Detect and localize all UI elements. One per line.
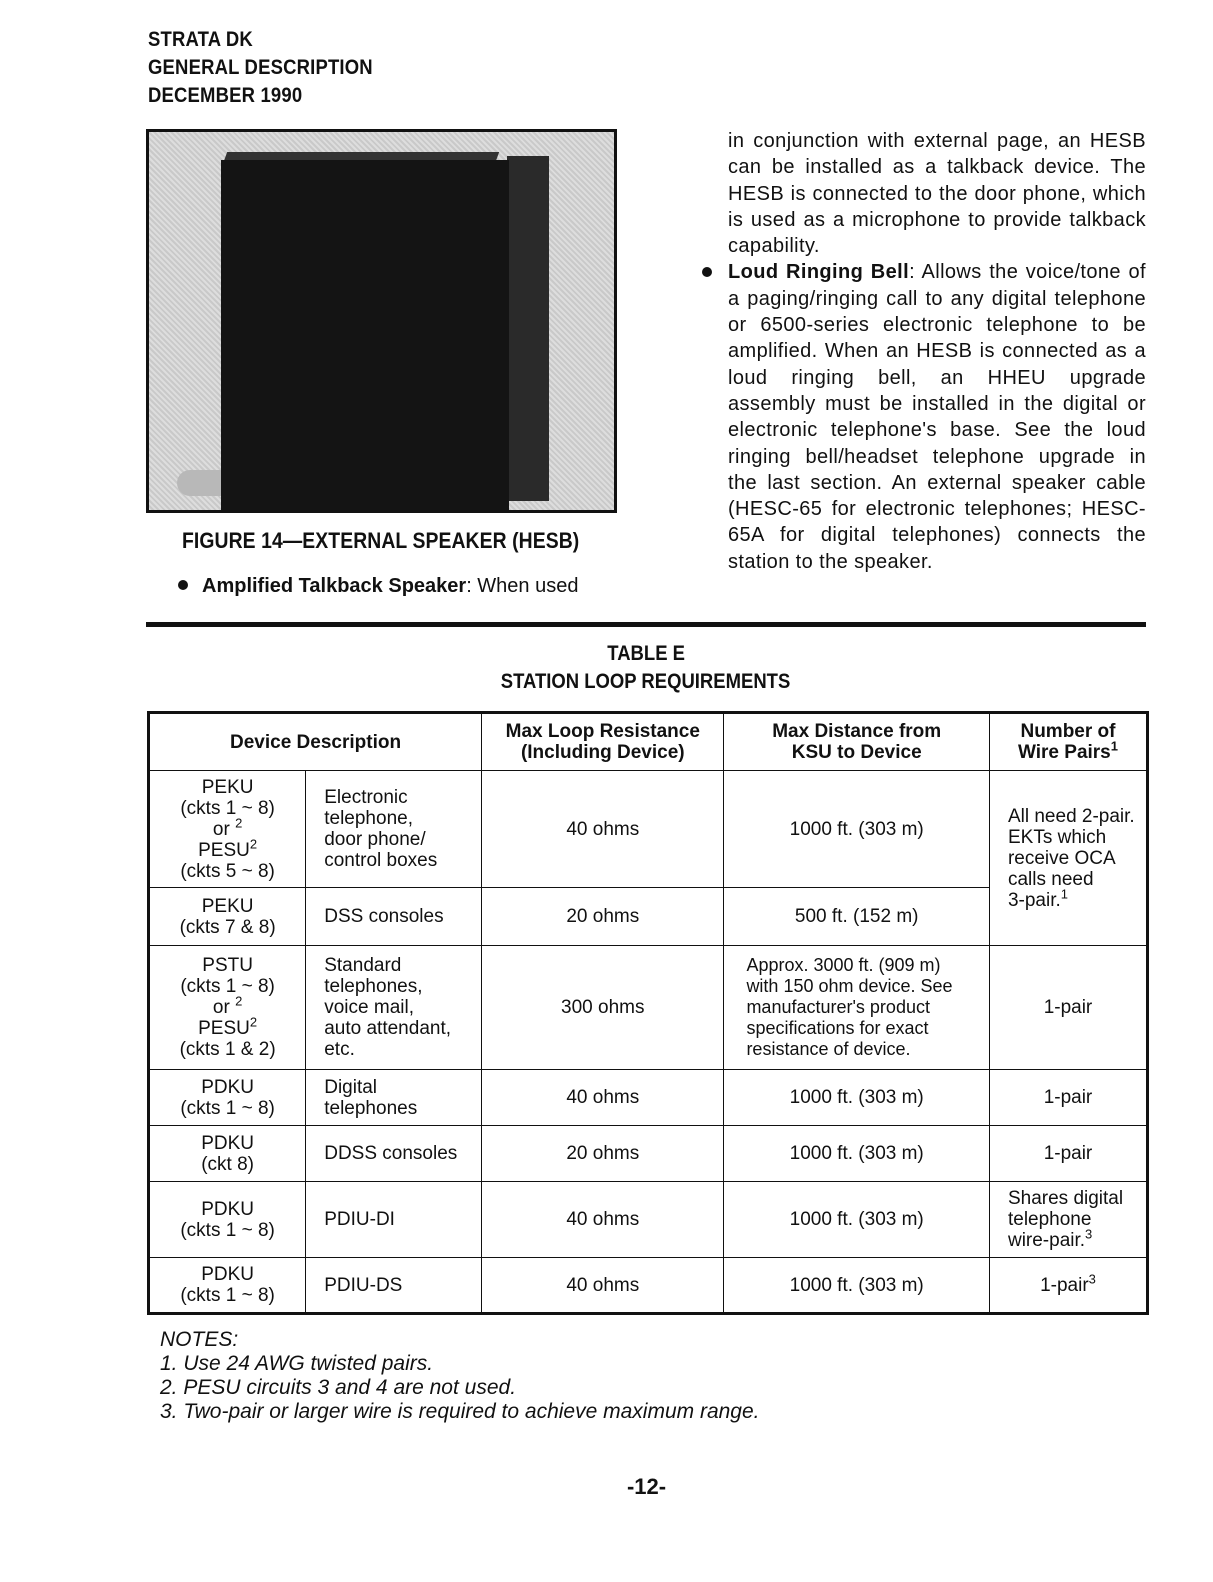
distance-cell: Approx. 3000 ft. (909 m) with 150 ohm device. See manufacturer's product specifications for exact resistance of device. <box>724 946 990 1070</box>
bullet-loud-ringing-bell <box>728 259 1146 575</box>
resistance-cell: 20 ohms <box>482 1126 724 1182</box>
header-date: DECEMBER 1990 <box>148 84 303 107</box>
description-cell: Digital telephones <box>306 1070 482 1126</box>
description-cell: Standard telephones, voice mail, auto attendant, etc. <box>306 946 482 1070</box>
resistance-cell: 20 ohms <box>482 888 724 946</box>
resistance-cell: 40 ohms <box>482 1182 724 1258</box>
distance-cell: 1000 ft. (303 m) <box>724 1070 990 1126</box>
resistance-cell: 40 ohms <box>482 1258 724 1314</box>
wire-pairs-cell: Shares digital telephone wire-pair.$^3$ <box>989 1182 1147 1258</box>
note-3: 3. Two-pair or larger wire is required to achieve maximum range. <box>160 1400 760 1423</box>
description-cell: DSS consoles <box>306 888 482 946</box>
note-2: 2. PESU circuits 3 and 4 are not used. <box>160 1376 517 1399</box>
right-column-text <box>728 128 1146 575</box>
device-cell: PEKU (ckts 7 & 8) <box>149 888 306 946</box>
table-title <box>146 640 1146 696</box>
table-name: STATION LOOP REQUIREMENTS <box>501 670 791 693</box>
talkback-continuation: in conjunction with external page, an HESB can be installed as a talkback device. The HESB is connected to the door phone, which is used as a microphone to provide talkback capability. <box>728 130 1146 258</box>
table-row <box>149 1070 1148 1126</box>
description-cell: PDIU-DI <box>306 1182 482 1258</box>
bullet-term: Amplified Talkback Speaker <box>202 575 467 597</box>
device-cell: PSTU (ckts 1 ~ 8) or $^2$ PESU$^2$ (ckts 1 & 2) <box>149 946 306 1070</box>
device-cell: PDKU (ckts 1 ~ 8) <box>149 1070 306 1126</box>
bullet-dot-icon <box>702 267 712 277</box>
bullet-amplified-talkback <box>178 575 578 598</box>
bullet-text: : When used <box>466 575 579 597</box>
description-cell: PDIU-DS <box>306 1258 482 1314</box>
notes-heading: NOTES: <box>160 1328 239 1351</box>
page-number: -12- <box>626 1474 667 1499</box>
wire-pairs-cell: 1-pair <box>989 946 1147 1070</box>
device-cell: PDKU (ckts 1 ~ 8) <box>149 1182 306 1258</box>
figure-caption: FIGURE 14—EXTERNAL SPEAKER (HESB) <box>182 528 580 553</box>
device-cell: PDKU (ckts 1 ~ 8) <box>149 1258 306 1314</box>
distance-cell: 1000 ft. (303 m) <box>724 1126 990 1182</box>
header-max-distance: Max Distance from KSU to Device <box>724 713 990 771</box>
speaker-photo <box>146 129 617 513</box>
document-header <box>148 26 373 110</box>
table-header-row <box>149 713 1148 771</box>
speaker-side-face <box>507 156 549 501</box>
table-row <box>149 771 1148 888</box>
header-product: STRATA DK <box>148 28 253 51</box>
section-divider <box>146 622 1146 627</box>
bullet-dot-icon <box>178 580 188 590</box>
resistance-cell: 40 ohms <box>482 1070 724 1126</box>
resistance-cell: 300 ohms <box>482 946 724 1070</box>
device-cell: PEKU (ckts 1 ~ 8) or $^2$ PESU$^2$ (ckts 5 ~ 8) <box>149 771 306 888</box>
distance-cell: 500 ft. (152 m) <box>724 888 990 946</box>
resistance-cell: 40 ohms <box>482 771 724 888</box>
header-wire-pairs: Number of Wire Pairs$^1$ <box>989 713 1147 771</box>
distance-cell: 1000 ft. (303 m) <box>724 1258 990 1314</box>
description-cell: Electronic telephone, door phone/ control boxes <box>306 771 482 888</box>
wire-pairs-cell: 1-pair$^3$ <box>989 1258 1147 1314</box>
wire-pairs-cell: 1-pair <box>989 1070 1147 1126</box>
table-label: TABLE E <box>607 642 685 665</box>
station-loop-table <box>147 711 1149 1315</box>
bullet-text: : Allows the voice/tone of a paging/ringing call to any digital telephone or 6500-series electronic telephone to be amplified. When an HESB is connected as a loud ringing bell, an HHEU upgrade assembly must be installed in the digital or electronic telephone's base. See the loud ringing bell/headset telephone upgrade in the last section. An external speaker cable (HESC-65 for electronic telephones; HESC-65A for digital telephones) connects the station to the speaker. <box>728 261 1146 573</box>
header-device-description: Device Description <box>149 713 482 771</box>
distance-cell: 1000 ft. (303 m) <box>724 1182 990 1258</box>
table-row <box>149 946 1148 1070</box>
table-row <box>149 1182 1148 1258</box>
note-1: 1. Use 24 AWG twisted pairs. <box>160 1352 434 1375</box>
table-row <box>149 1126 1148 1182</box>
device-cell: PDKU (ckt 8) <box>149 1126 306 1182</box>
speaker-front-face <box>221 160 509 510</box>
wire-pairs-cell: All need 2-pair. EKTs which receive OCA calls need 3-pair.$^1$ <box>989 771 1147 946</box>
description-cell: DDSS consoles <box>306 1126 482 1182</box>
bullet-term: Loud Ringing Bell <box>728 261 910 284</box>
header-title: GENERAL DESCRIPTION <box>148 56 373 79</box>
table-notes <box>160 1328 760 1424</box>
header-max-loop-resistance: Max Loop Resistance (Including Device) <box>482 713 724 771</box>
distance-cell: 1000 ft. (303 m) <box>724 771 990 888</box>
table-row <box>149 1258 1148 1314</box>
wire-pairs-cell: 1-pair <box>989 1126 1147 1182</box>
